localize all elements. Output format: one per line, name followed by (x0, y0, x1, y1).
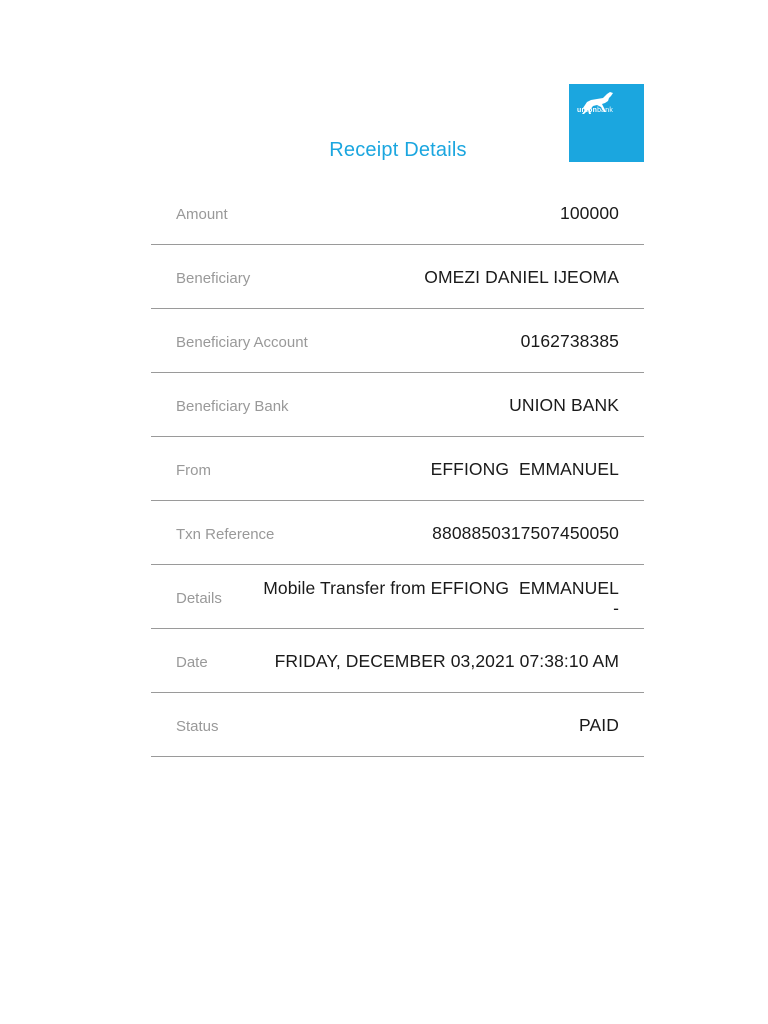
row-label: Beneficiary Bank (176, 398, 289, 415)
table-row-txn-reference (151, 501, 644, 565)
row-label: Beneficiary Account (176, 334, 308, 351)
row-value: EFFIONG EMMANUEL (430, 459, 619, 479)
row-value: 8808850317507450050 (432, 523, 619, 543)
table-row-status (151, 693, 644, 757)
logo-wordmark: unionbank (577, 107, 614, 114)
table-row-beneficiary (151, 245, 644, 309)
details-line-2: - (613, 598, 619, 618)
table-row-beneficiary-bank (151, 373, 644, 437)
row-value: PAID (579, 715, 619, 735)
table-row-details (151, 565, 644, 629)
row-label: From (176, 462, 211, 479)
row-label: Amount (176, 206, 228, 223)
table-row-from (151, 437, 644, 501)
table-row-amount (151, 181, 644, 245)
row-label: Status (176, 718, 219, 735)
row-value: 0162738385 (520, 331, 619, 351)
page-title: Receipt Details (329, 139, 467, 161)
receipt-table (151, 181, 644, 757)
details-line-1: Mobile Transfer from EFFIONG EMMANUEL (263, 578, 619, 598)
row-label: Beneficiary (176, 270, 251, 287)
row-value: UNION BANK (509, 395, 619, 415)
row-value: FRIDAY, DECEMBER 03,2021 07:38:10 AM (274, 651, 619, 671)
table-row-date (151, 629, 644, 693)
row-value: 100000 (560, 203, 619, 223)
row-label: Txn Reference (176, 526, 275, 543)
row-value (263, 578, 619, 618)
row-label: Details (176, 590, 222, 607)
row-value: OMEZI DANIEL IJEOMA (424, 267, 619, 287)
row-label: Date (176, 654, 208, 671)
table-row-beneficiary-account (151, 309, 644, 373)
